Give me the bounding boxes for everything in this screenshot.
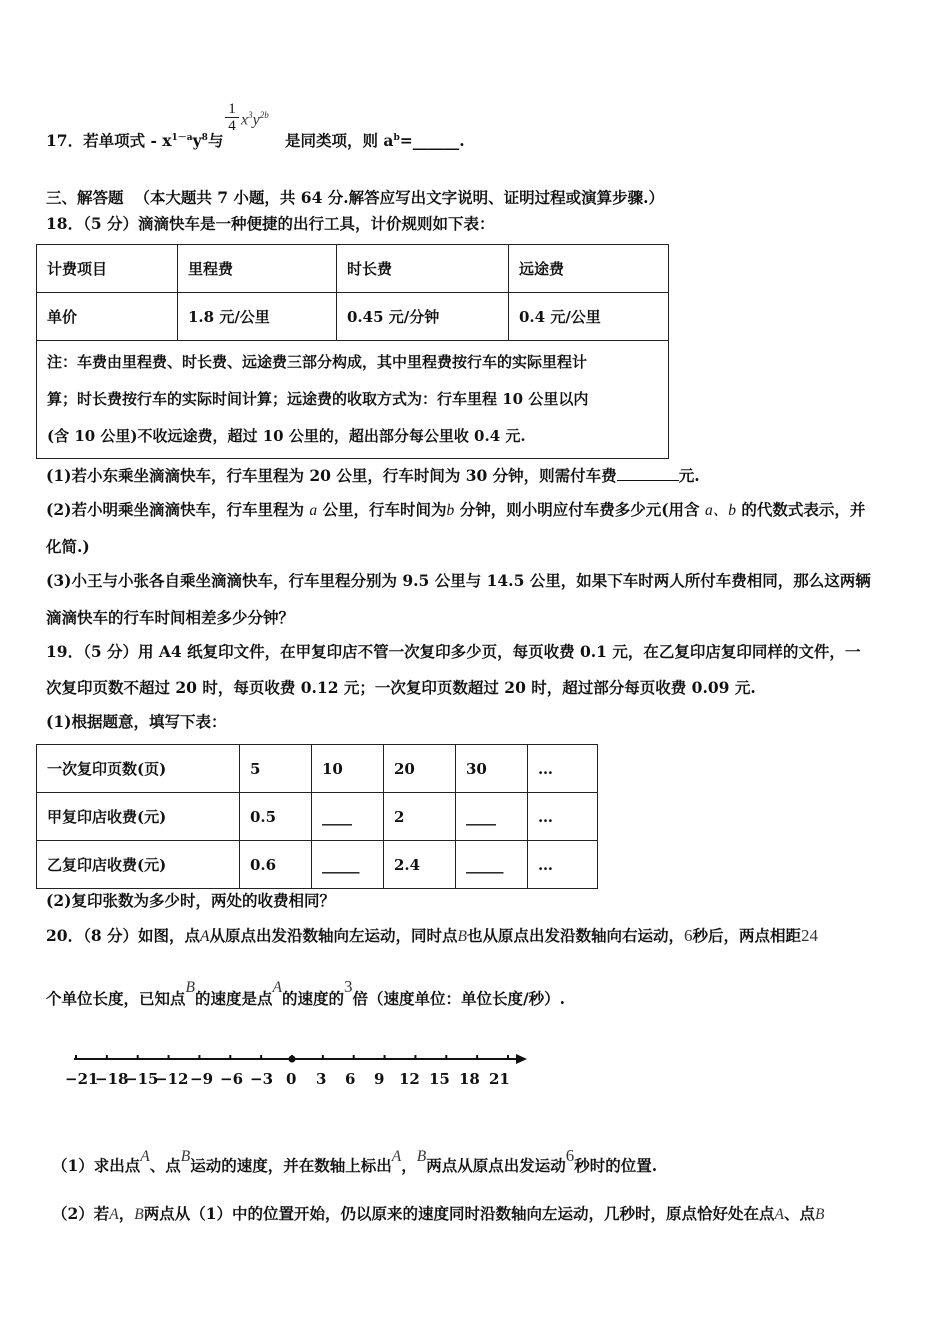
q18-part1-answer-blank[interactable] [617, 466, 679, 481]
q19-answer-blank[interactable]: ____ [456, 793, 528, 841]
q19-row-pages-label: 一次复印页数(页) [37, 745, 240, 793]
origin-point [289, 1056, 296, 1063]
q18-part1: (1)若小东乘坐滴滴快车，行车里程为 20 公里，行车时间为 30 分钟，则需付车费 元. [46, 466, 700, 485]
q18-part2: (2)若小明乘坐滴滴快车，行车里程为 a 公里，行车时间为b 分钟，则小明应付车费多少元(用含 a、b 的代数式表示，并 [46, 500, 866, 519]
axis-label: −15 [125, 1070, 159, 1088]
axis-label: 9 [374, 1070, 385, 1088]
number-line-labels [0, 1070, 950, 1094]
q19-cell: 20 [384, 745, 456, 793]
axis-label: 15 [429, 1070, 450, 1088]
q20-part2: （2）若A，B两点从（1）中的位置开始，仍以原来的速度同时沿数轴向左运动，几秒时，原点恰好处在点A、点B [52, 1204, 825, 1223]
q20-line1: 20．（8 分）如图，点A从原点出发沿数轴向左运动，同时点B也从原点出发沿数轴向右运动，6秒后，两点相距24 [46, 926, 818, 945]
q18-fee-table [36, 244, 669, 459]
q18-longdistance-price: 0.4 元/公里 [509, 293, 669, 341]
axis-label: 18 [459, 1070, 480, 1088]
q18-part2-cont: 化简.) [46, 537, 90, 556]
axis-label: −3 [250, 1070, 274, 1088]
q19-cell: 2 [384, 793, 456, 841]
q19-cell-ellipsis: … [528, 793, 598, 841]
q19-cell: 0.6 [240, 841, 312, 889]
q20-line2: 个单位长度，已知点B的速度是点A的速度的3倍（速度单位：单位长度/秒）. [46, 977, 566, 1008]
q18-header-item: 计费项目 [37, 245, 178, 293]
q19-cell-ellipsis: … [528, 841, 598, 889]
q19-cell: 0.5 [240, 793, 312, 841]
q18-part3-cont: 滴滴快车的行车时间相差多少分钟？ [46, 608, 295, 627]
q19-cell: 2.4 [384, 841, 456, 889]
q19-answer-blank[interactable]: _____ [312, 841, 384, 889]
q18-note-line: 注：车费由里程费、时长费、远途费三部分构成，其中里程费按行车的实际里程计 [47, 353, 588, 371]
q17-frac-numerator: 1 [228, 101, 236, 117]
axis-label: −18 [95, 1070, 129, 1088]
q17-monomial-term: $x^3y^{2b}$ [241, 110, 269, 129]
q17-line-end: 是同类项，则 $a^b=\_\_\_\_\_\_$. [285, 131, 465, 151]
q17-frac-denominator: 4 [228, 118, 236, 134]
q18-header-longdistance: 远途费 [509, 245, 669, 293]
number-line-arrow [516, 1054, 527, 1064]
q18-duration-price: 0.45 元/分钟 [337, 293, 509, 341]
axis-label: 21 [489, 1070, 510, 1088]
q18-header-mileage: 里程费 [178, 245, 337, 293]
axis-label: −6 [220, 1070, 244, 1088]
q18-note-line: 算；时长费按行车的实际时间计算；远途费的收取方式为：行车里程 10 公里以内 [47, 390, 589, 408]
q18-note-cell [37, 341, 669, 459]
q19-copy-fee-table [36, 744, 598, 889]
q18-part3: (3)小王与小张各自乘坐滴滴快车，行车里程分别为 9.5 公里与 14.5 公里，如果下车时两人所付车费相同，那么这两辆 [46, 571, 871, 590]
q17-line: 17．若单项式 - $x^{1-a}y^8$与 [46, 131, 224, 151]
q20-part1: （1）求出点A、点B运动的速度，并在数轴上标出A，B两点从原点出发运动6秒时的位置. [52, 1146, 658, 1175]
q19-part2: (2)复印张数为多少时，两处的收费相同？ [46, 891, 335, 910]
axis-label: −21 [65, 1070, 99, 1088]
q19-row-shopA-label: 甲复印店收费(元) [37, 793, 240, 841]
q19-cell: 5 [240, 745, 312, 793]
q19-cell-ellipsis: … [528, 745, 598, 793]
q17-fraction [225, 101, 239, 134]
q18-mileage-price: 1.8 元/公里 [178, 293, 337, 341]
q19-answer-blank[interactable]: _____ [456, 841, 528, 889]
q19-cell: 30 [456, 745, 528, 793]
q19-intro: 19．（5 分）用 A4 纸复印文件，在甲复印店不管一次复印多少页，每页收费 0.1 元，在乙复印店复印同样的文件，一 [46, 642, 861, 661]
q19-answer-blank[interactable]: ____ [312, 793, 384, 841]
q19-row-shopB-label: 乙复印店收费(元) [37, 841, 240, 889]
q18-intro: 18．（5 分）滴滴快车是一种便捷的出行工具，计价规则如下表： [46, 214, 495, 233]
section3-heading: 三、解答题 （本大题共 7 小题，共 64 分.解答应写出文字说明、证明过程或演算步骤.） [46, 188, 665, 207]
q19-part1: (1)根据题意，填写下表： [46, 712, 227, 731]
axis-label: 0 [286, 1070, 297, 1088]
q19-intro-cont: 次复印页数不超过 20 时，每页收费 0.12 元；一次复印页数超过 20 时，超过部分每页收费 0.09 元. [46, 678, 756, 697]
q19-cell: 10 [312, 745, 384, 793]
q18-row-label: 单价 [37, 293, 178, 341]
q18-note-line: (含 10 公里)不收远途费，超过 10 公里的，超出部分每公里收 0.4 元. [47, 427, 526, 445]
axis-label: 12 [399, 1070, 420, 1088]
axis-label: −9 [190, 1070, 214, 1088]
axis-label: 6 [345, 1070, 356, 1088]
q18-header-duration: 时长费 [337, 245, 509, 293]
axis-label: −12 [155, 1070, 189, 1088]
axis-label: 3 [316, 1070, 327, 1088]
